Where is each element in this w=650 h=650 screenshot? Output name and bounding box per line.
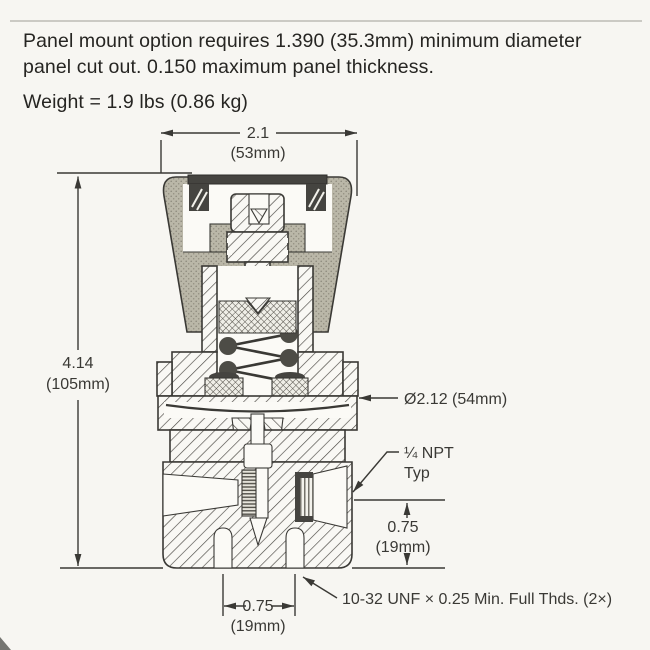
overall-height-metric: (105mm): [45, 376, 111, 393]
port-bore: [313, 466, 347, 528]
npt-label-line1: ¼ NPT: [404, 445, 454, 462]
annotation-npt-port: [353, 445, 454, 492]
port-height-inch: 0.75: [387, 519, 419, 536]
knob-width-inch: 2.1: [246, 125, 270, 142]
screw-locknut: [227, 232, 288, 262]
valve-body: [163, 414, 352, 568]
port-seal-core: [300, 478, 313, 516]
poppet-head: [244, 444, 272, 468]
dimension-diaphragm-diameter: [359, 391, 507, 408]
mounting-hole-left: [214, 528, 232, 568]
scan-corner-mark: [0, 637, 11, 650]
bonnet-wall-left: [202, 266, 217, 352]
panel-note-line1: Panel mount option requires 1.390 (35.3mm) minimum diameter: [23, 30, 582, 52]
hole-spacing-inch: 0.75: [242, 598, 274, 615]
dimension-port-height: [354, 500, 445, 565]
poppet-stem: [256, 468, 268, 518]
poppet-rod: [251, 414, 264, 448]
diaphragm-diameter-label: Ø2.12 (54mm): [404, 391, 508, 408]
weight-note: Weight = 1.9 lbs (0.86 kg): [23, 91, 248, 113]
regulator-cross-section: [157, 175, 358, 568]
npt-label-line2: Typ: [404, 465, 430, 482]
annotation-thread-note: [303, 577, 612, 608]
inlet-port-right: [295, 466, 347, 528]
port-height-metric: (19mm): [375, 539, 431, 556]
knob-width-metric: (53mm): [230, 145, 286, 162]
thread-note-label: 10-32 UNF × 0.25 Min. Full Thds. (2×): [342, 591, 613, 608]
overall-height-inch: 4.14: [62, 355, 94, 372]
cap-retainer-right: [306, 184, 326, 211]
panel-note-line2: panel cut out. 0.150 maximum panel thickness.: [23, 56, 434, 78]
bonnet-wall-right: [298, 266, 313, 352]
knob-cap-plate: [188, 175, 327, 184]
mounting-hole-right: [286, 528, 304, 568]
cap-retainer-left: [189, 184, 209, 211]
dimension-hole-spacing: [223, 574, 295, 635]
hole-spacing-metric: (19mm): [230, 618, 286, 635]
